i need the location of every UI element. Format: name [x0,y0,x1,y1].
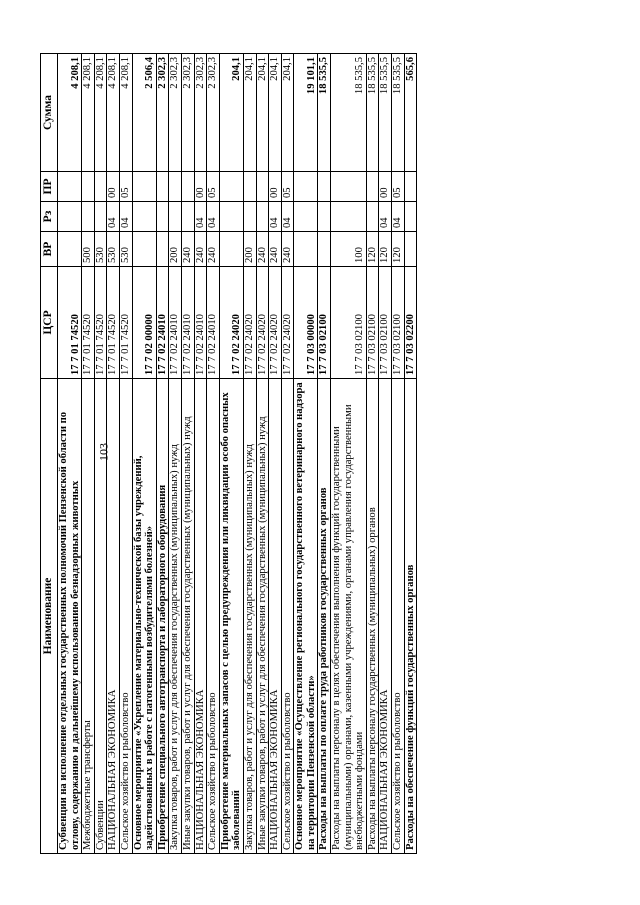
table-row [219,54,243,854]
row-name: НАЦИОНАЛЬНАЯ ЭКОНОМИКА [269,379,282,854]
row-rz [82,202,95,232]
row-pr: 05 [392,172,405,202]
row-csr: 17 7 02 00000 [132,267,156,379]
row-csr: 17 7 01 74520 [82,267,95,379]
row-name: Сельское хозяйство и рыболовство [392,379,405,854]
row-name: Субвенции [94,379,107,854]
row-csr: 17 7 03 02100 [366,267,379,379]
row-sum: 2 302,3 [156,54,169,172]
table-row [318,54,331,854]
row-name: Иные закупки товаров, работ и услуг для обеспечения государственных (муниципальных) нужд [181,379,194,854]
row-sum: 18 535,5 [366,54,379,172]
row-sum: 18 535,5 [379,54,392,172]
row-csr: 17 7 02 24020 [243,267,256,379]
row-name: Закупка товаров, работ и услуг для обеспечения государственных (муниципальных) нужд [169,379,182,854]
row-rz: 04 [379,202,392,232]
table-row [82,54,95,854]
table-row [269,54,282,854]
row-name: Сельское хозяйство и рыболовство [119,379,132,854]
row-pr [243,172,256,202]
row-sum: 2 302,3 [194,54,207,172]
row-sum: 4 208,1 [94,54,107,172]
row-csr: 17 7 02 24010 [207,267,220,379]
row-vr: 240 [194,232,207,267]
row-name: Расходы на выплаты персоналу государственных (муниципальных) органов [366,379,379,854]
row-sum: 19 101,1 [294,54,318,172]
row-pr [219,172,243,202]
row-csr: 17 7 02 24010 [156,267,169,379]
row-pr [331,172,367,202]
row-name: НАЦИОНАЛЬНАЯ ЭКОНОМИКА [379,379,392,854]
row-vr [318,232,331,267]
row-rz: 04 [207,202,220,232]
row-sum: 4 208,1 [82,54,95,172]
table-row [207,54,220,854]
row-rz [366,202,379,232]
row-pr [366,172,379,202]
row-rz: 04 [194,202,207,232]
row-sum: 204,1 [243,54,256,172]
row-sum: 2 302,3 [207,54,220,172]
table-row [119,54,132,854]
row-pr [256,172,269,202]
row-vr: 500 [82,232,95,267]
row-csr: 17 7 02 24020 [269,267,282,379]
row-vr [294,232,318,267]
row-csr: 17 7 02 24010 [181,267,194,379]
page-number: 103 [96,443,111,461]
row-sum: 18 535,5 [318,54,331,172]
row-sum: 4 208,1 [107,54,120,172]
row-sum: 18 535,5 [331,54,367,172]
row-vr: 240 [269,232,282,267]
table-row [132,54,156,854]
row-sum: 4 208,1 [119,54,132,172]
row-csr: 17 7 02 24020 [219,267,243,379]
row-vr: 240 [181,232,194,267]
row-vr [219,232,243,267]
row-rz: 04 [119,202,132,232]
row-csr: 17 7 03 02100 [331,267,367,379]
row-sum: 565,6 [404,54,417,172]
row-name: Расходы на выплаты персоналу в целях обеспечения выполнения функций государственными (муниципальными) органами, казенными учреждениями, органами управления государственными внебюджетными фондами [331,379,367,854]
row-sum: 4 208,1 [58,54,82,172]
row-pr: 00 [269,172,282,202]
row-vr: 240 [256,232,269,267]
row-pr [318,172,331,202]
row-sum: 204,1 [269,54,282,172]
header-vr: ВР [41,232,58,267]
row-csr: 17 7 03 02200 [404,267,417,379]
row-name: Основное мероприятие «Укрепление материально-технической базы учреждений, задействованных в работе с патогенными возбудителями болезней» [132,379,156,854]
row-vr: 120 [379,232,392,267]
row-pr: 05 [281,172,294,202]
row-name: НАЦИОНАЛЬНАЯ ЭКОНОМИКА [194,379,207,854]
row-rz [243,202,256,232]
row-rz [294,202,318,232]
row-rz [156,202,169,232]
table-row [404,54,417,854]
row-vr [58,232,82,267]
row-pr [58,172,82,202]
row-name: Иные закупки товаров, работ и услуг для обеспечения государственных (муниципальных) нужд [256,379,269,854]
row-csr: 17 7 02 24010 [169,267,182,379]
table-row [107,54,120,854]
row-csr: 17 7 01 74520 [107,267,120,379]
table-row [169,54,182,854]
row-csr: 17 7 02 24020 [281,267,294,379]
table-row [379,54,392,854]
row-pr: 05 [119,172,132,202]
row-sum: 2 302,3 [181,54,194,172]
table-row [366,54,379,854]
row-vr: 530 [94,232,107,267]
row-name: Расходы на обеспечение функций государственных органов [404,379,417,854]
row-pr: 05 [207,172,220,202]
row-vr: 200 [243,232,256,267]
row-csr: 17 7 01 74520 [58,267,82,379]
table-row [194,54,207,854]
header-name: Наименование [41,379,58,854]
row-vr: 120 [392,232,405,267]
row-rz [132,202,156,232]
rotated-page [40,54,600,854]
row-pr: 00 [379,172,392,202]
row-sum: 18 535,5 [392,54,405,172]
header-sum: Сумма [41,54,58,172]
row-pr [94,172,107,202]
row-rz: 04 [392,202,405,232]
row-sum: 2 506,4 [132,54,156,172]
row-csr: 17 7 01 74520 [94,267,107,379]
row-csr: 17 7 02 24020 [256,267,269,379]
row-pr [156,172,169,202]
table-row [181,54,194,854]
row-pr [132,172,156,202]
row-name: Приобретение материальных запасов с целью предупреждения или ликвидации особо опасных заболеваний [219,379,243,854]
table-row [256,54,269,854]
row-pr [404,172,417,202]
table-row [331,54,367,854]
row-vr: 240 [281,232,294,267]
table-row [294,54,318,854]
table-row [156,54,169,854]
row-name: Субвенции на исполнение отдельных государственных полномочий Пензенской области по отлову, содержанию и дальнейшему использованию безнадзорных животных [58,379,82,854]
row-csr: 17 7 02 24010 [194,267,207,379]
row-rz [58,202,82,232]
budget-table [40,53,417,854]
row-sum: 2 302,3 [169,54,182,172]
row-vr: 200 [169,232,182,267]
row-rz [219,202,243,232]
table-row [281,54,294,854]
row-csr: 17 7 03 02100 [318,267,331,379]
row-csr: 17 7 03 00000 [294,267,318,379]
row-pr [169,172,182,202]
row-vr: 100 [331,232,367,267]
header-pr: ПР [41,172,58,202]
row-csr: 17 7 03 02100 [392,267,405,379]
row-sum: 204,1 [281,54,294,172]
row-rz: 04 [269,202,282,232]
row-name: Приобретение специального автотранспорта и лабораторного оборудования [156,379,169,854]
row-pr [181,172,194,202]
row-name: Расходы на выплаты по оплате труда работников государственных органов [318,379,331,854]
row-name: Сельское хозяйство и рыболовство [207,379,220,854]
row-name: Межбюджетные трансферты [82,379,95,854]
row-vr: 530 [119,232,132,267]
row-sum: 204,1 [256,54,269,172]
row-vr [132,232,156,267]
row-name: Сельское хозяйство и рыболовство [281,379,294,854]
row-pr [294,172,318,202]
header-csr: ЦСР [41,267,58,379]
row-vr [404,232,417,267]
row-pr: 00 [107,172,120,202]
row-rz: 04 [107,202,120,232]
row-name: НАЦИОНАЛЬНАЯ ЭКОНОМИКА [107,379,120,854]
row-rz [169,202,182,232]
row-name: Закупка товаров, работ и услуг для обеспечения государственных (муниципальных) нужд [243,379,256,854]
row-rz [256,202,269,232]
row-rz [181,202,194,232]
row-vr: 240 [207,232,220,267]
row-name: Основное мероприятие «Осуществление регионального государственного ветеринарного надзора на территории Пензенской области» [294,379,318,854]
header-row [41,54,58,854]
row-rz: 04 [281,202,294,232]
row-sum: 204,1 [219,54,243,172]
row-pr [82,172,95,202]
row-rz [331,202,367,232]
row-rz [404,202,417,232]
table-row [94,54,107,854]
row-csr: 17 7 01 74520 [119,267,132,379]
row-rz [94,202,107,232]
row-csr: 17 7 03 02100 [379,267,392,379]
table-row [243,54,256,854]
table-row [392,54,405,854]
row-pr: 00 [194,172,207,202]
row-vr: 120 [366,232,379,267]
row-vr: 530 [107,232,120,267]
header-rz: Рз [41,202,58,232]
row-rz [318,202,331,232]
row-vr [156,232,169,267]
table-row [58,54,82,854]
table-body [58,54,417,854]
